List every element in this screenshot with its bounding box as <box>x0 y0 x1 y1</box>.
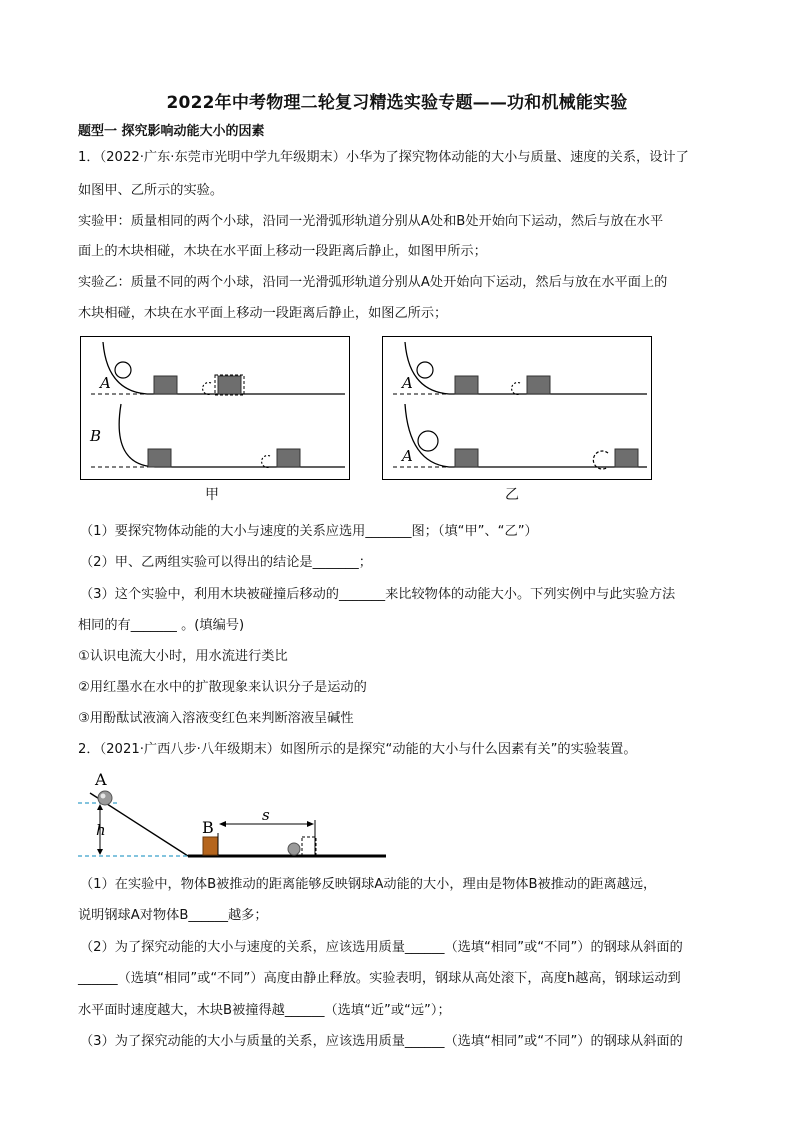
wood-block <box>154 376 177 394</box>
label-s: s <box>262 806 270 824</box>
q1-sub: 相同的有_______ 。(填编号) <box>78 618 245 633</box>
q1-sub: （3）这个实验中，利用木块被碰撞后移动的_______来比较物体的动能大小。下列实例中与此实验方法 <box>80 587 676 602</box>
q2-intro: 2．（2021·广西八步·八年级期末）如图所示的是探究“动能的大小与什么因素有关”的实验装置。 <box>78 742 637 757</box>
section-heading: 题型一 探究影响动能大小的因素 <box>78 124 265 139</box>
q1-option: ①认识电流大小时，用水流进行类比 <box>78 649 288 664</box>
page-title: 2022年中考物理二轮复习精选实验专题——功和机械能实验 <box>166 93 628 113</box>
figure-jia <box>80 336 350 480</box>
ball-ghost <box>262 456 270 468</box>
q1-sub: （2）甲、乙两组实验可以得出的结论是_______； <box>80 555 372 570</box>
label-a: A <box>402 374 413 392</box>
steel-ball-a <box>98 791 112 805</box>
wood-block <box>455 449 478 467</box>
ball <box>115 362 131 378</box>
label-a: A <box>95 770 107 789</box>
label-b: B <box>202 818 214 837</box>
ball-ghost <box>203 383 211 395</box>
wood-block <box>455 376 478 394</box>
label-b: B <box>90 427 102 445</box>
wood-block-b <box>203 837 218 855</box>
q2-sub: （2）为了探究动能的大小与速度的关系，应该选用质量______（选填“相同”或“不同”）的钢球从斜面的 <box>80 940 683 955</box>
steel-ball-end <box>288 843 300 855</box>
q1-line: 如图甲、乙所示的实验。 <box>78 183 224 198</box>
caption-yi: 乙 <box>505 487 519 503</box>
figure-q2 <box>78 765 398 865</box>
wood-block-moved <box>218 376 241 394</box>
wood-block <box>148 449 171 467</box>
q1-line: 1．（2022·广东·东莞市光明中学九年级期末）小华为了探究物体动能的大小与质量、速度的关系，设计了 <box>78 150 689 165</box>
q1-option: ②用红墨水在水中的扩散现象来认识分子是运动的 <box>78 680 367 695</box>
q1-sub: （1）要探究物体动能的大小与速度的关系应选用_______图；（填“甲”、“乙”） <box>80 524 538 539</box>
q2-sub: ______（选填“相同”或“不同”）高度由静止释放。实验表明，钢球从高处滚下，高度h越高，钢球运动到 <box>78 971 681 986</box>
figure-yi <box>382 336 652 480</box>
label-a: A <box>100 374 111 392</box>
figure-yi-diagram <box>383 337 651 479</box>
q1-line: 木块相碰，木块在水平面上移动一段距离后静止，如图乙所示； <box>78 306 448 321</box>
wood-block-moved <box>277 449 300 467</box>
label-h: h <box>96 821 106 839</box>
q1-line: 实验甲：质量相同的两个小球，沿同一光滑弧形轨道分别从A处和B处开始向下运动，然后与放在水平 <box>78 214 664 229</box>
ball-ghost <box>512 383 520 395</box>
wood-block-moved <box>527 376 550 394</box>
q2-sub: （1）在实验中，物体B被推动的距离能够反映钢球A动能的大小，理由是物体B被推动的距离越远， <box>80 877 657 892</box>
q1-line: 面上的木块相碰，木块在水平面上移动一段距离后静止，如图甲所示； <box>78 244 487 259</box>
q2-sub: 水平面时速度越大，木块B被撞得越______（选填“近”或“远”）； <box>78 1003 451 1018</box>
label-a: A <box>402 447 413 465</box>
q1-option: ③用酚酞试液滴入溶液变红色来判断溶液呈碱性 <box>78 711 354 726</box>
ball-ghost <box>593 451 608 469</box>
wood-block-moved <box>615 449 638 467</box>
figure-jia-diagram <box>81 337 349 479</box>
caption-jia: 甲 <box>205 487 219 503</box>
q2-sub: 说明钢球A对物体B______越多； <box>78 908 268 923</box>
block-ghost <box>302 837 316 855</box>
q1-line: 实验乙：质量不同的两个小球，沿同一光滑弧形轨道分别从A处开始向下运动，然后与放在水平面上的 <box>78 275 668 290</box>
figure-q2-diagram <box>78 765 398 865</box>
ball-large <box>418 431 438 451</box>
ball-small <box>417 362 433 378</box>
q2-sub: （3）为了探究动能的大小与质量的关系，应该选用质量______（选填“相同”或“不同”）的钢球从斜面的 <box>80 1034 683 1049</box>
